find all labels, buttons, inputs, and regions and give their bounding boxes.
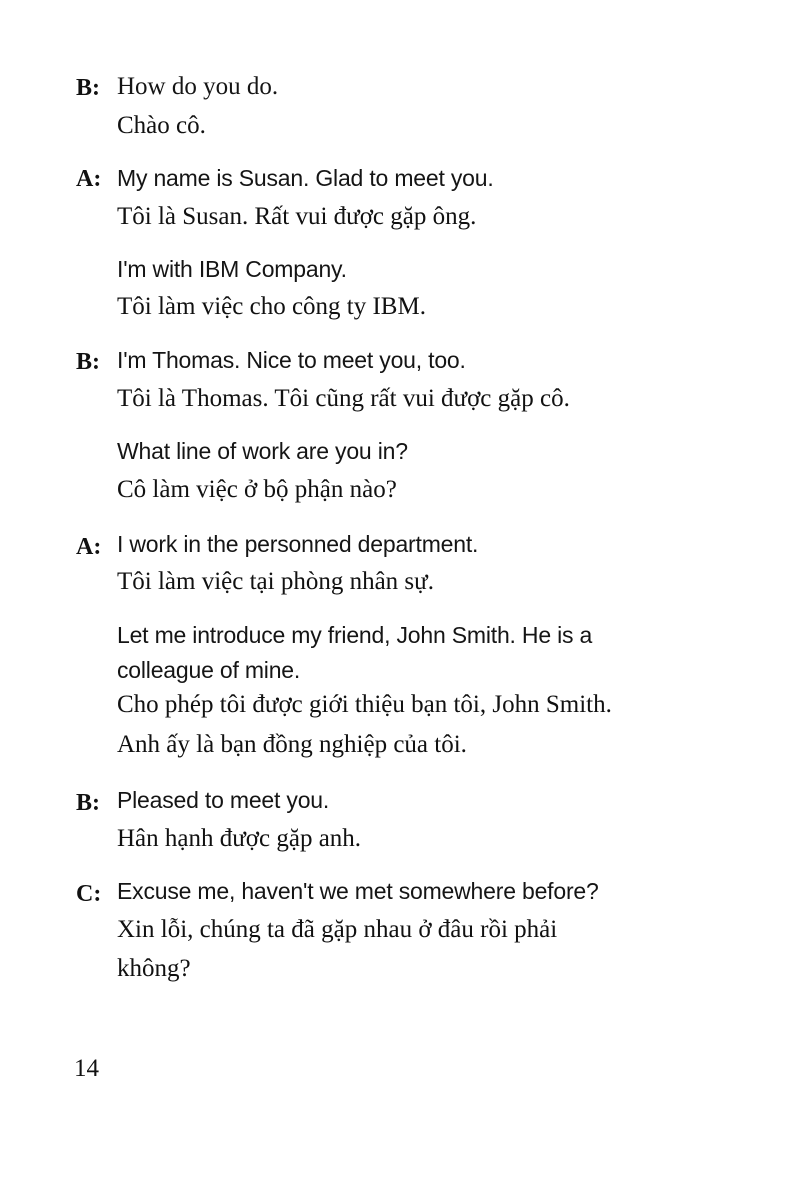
vietnamese-line: Hân hạnh được gặp anh. [117,825,362,852]
english-line: How do you do. [117,73,279,100]
vietnamese-line: Tôi làm việc cho công ty IBM. [117,293,426,320]
english-line: My name is Susan. Glad to meet you. [117,165,494,191]
vietnamese-line: Xin lỗi, chúng ta đã gặp nhau ở đâu rồi phải [117,916,558,943]
vietnamese-line: Anh ấy là bạn đồng nghiệp của tôi. [117,731,467,758]
vietnamese-line: Tôi là Thomas. Tôi cũng rất vui được gặp cô. [117,385,570,412]
vietnamese-line: Chào cô. [117,112,206,139]
speaker-label: B: [76,75,100,101]
vietnamese-line: không? [117,955,191,982]
vietnamese-line: Tôi là Susan. Rất vui được gặp ông. [117,203,477,230]
english-line: I'm with IBM Company. [117,256,347,282]
english-line: I'm Thomas. Nice to meet you, too. [117,347,466,373]
english-line: Pleased to meet you. [117,787,330,813]
speaker-label: C: [76,881,102,907]
page-number: 14 [74,1055,99,1082]
speaker-label: A: [76,534,102,560]
english-line: I work in the personned department. [117,531,479,557]
vietnamese-line: Cho phép tôi được giới thiệu bạn tôi, John Smith. [117,691,612,718]
speaker-label: B: [76,349,100,375]
english-line: What line of work are you in? [117,438,408,464]
vietnamese-line: Tôi làm việc tại phòng nhân sự. [117,568,434,595]
english-line: Excuse me, haven't we met somewhere before? [117,878,599,904]
english-line: Let me introduce my friend, John Smith. He is a [117,622,593,648]
speaker-label: A: [76,166,102,192]
speaker-label: B: [76,790,100,816]
english-line: colleague of mine. [117,657,301,683]
vietnamese-line: Cô làm việc ở bộ phận nào? [117,476,397,503]
